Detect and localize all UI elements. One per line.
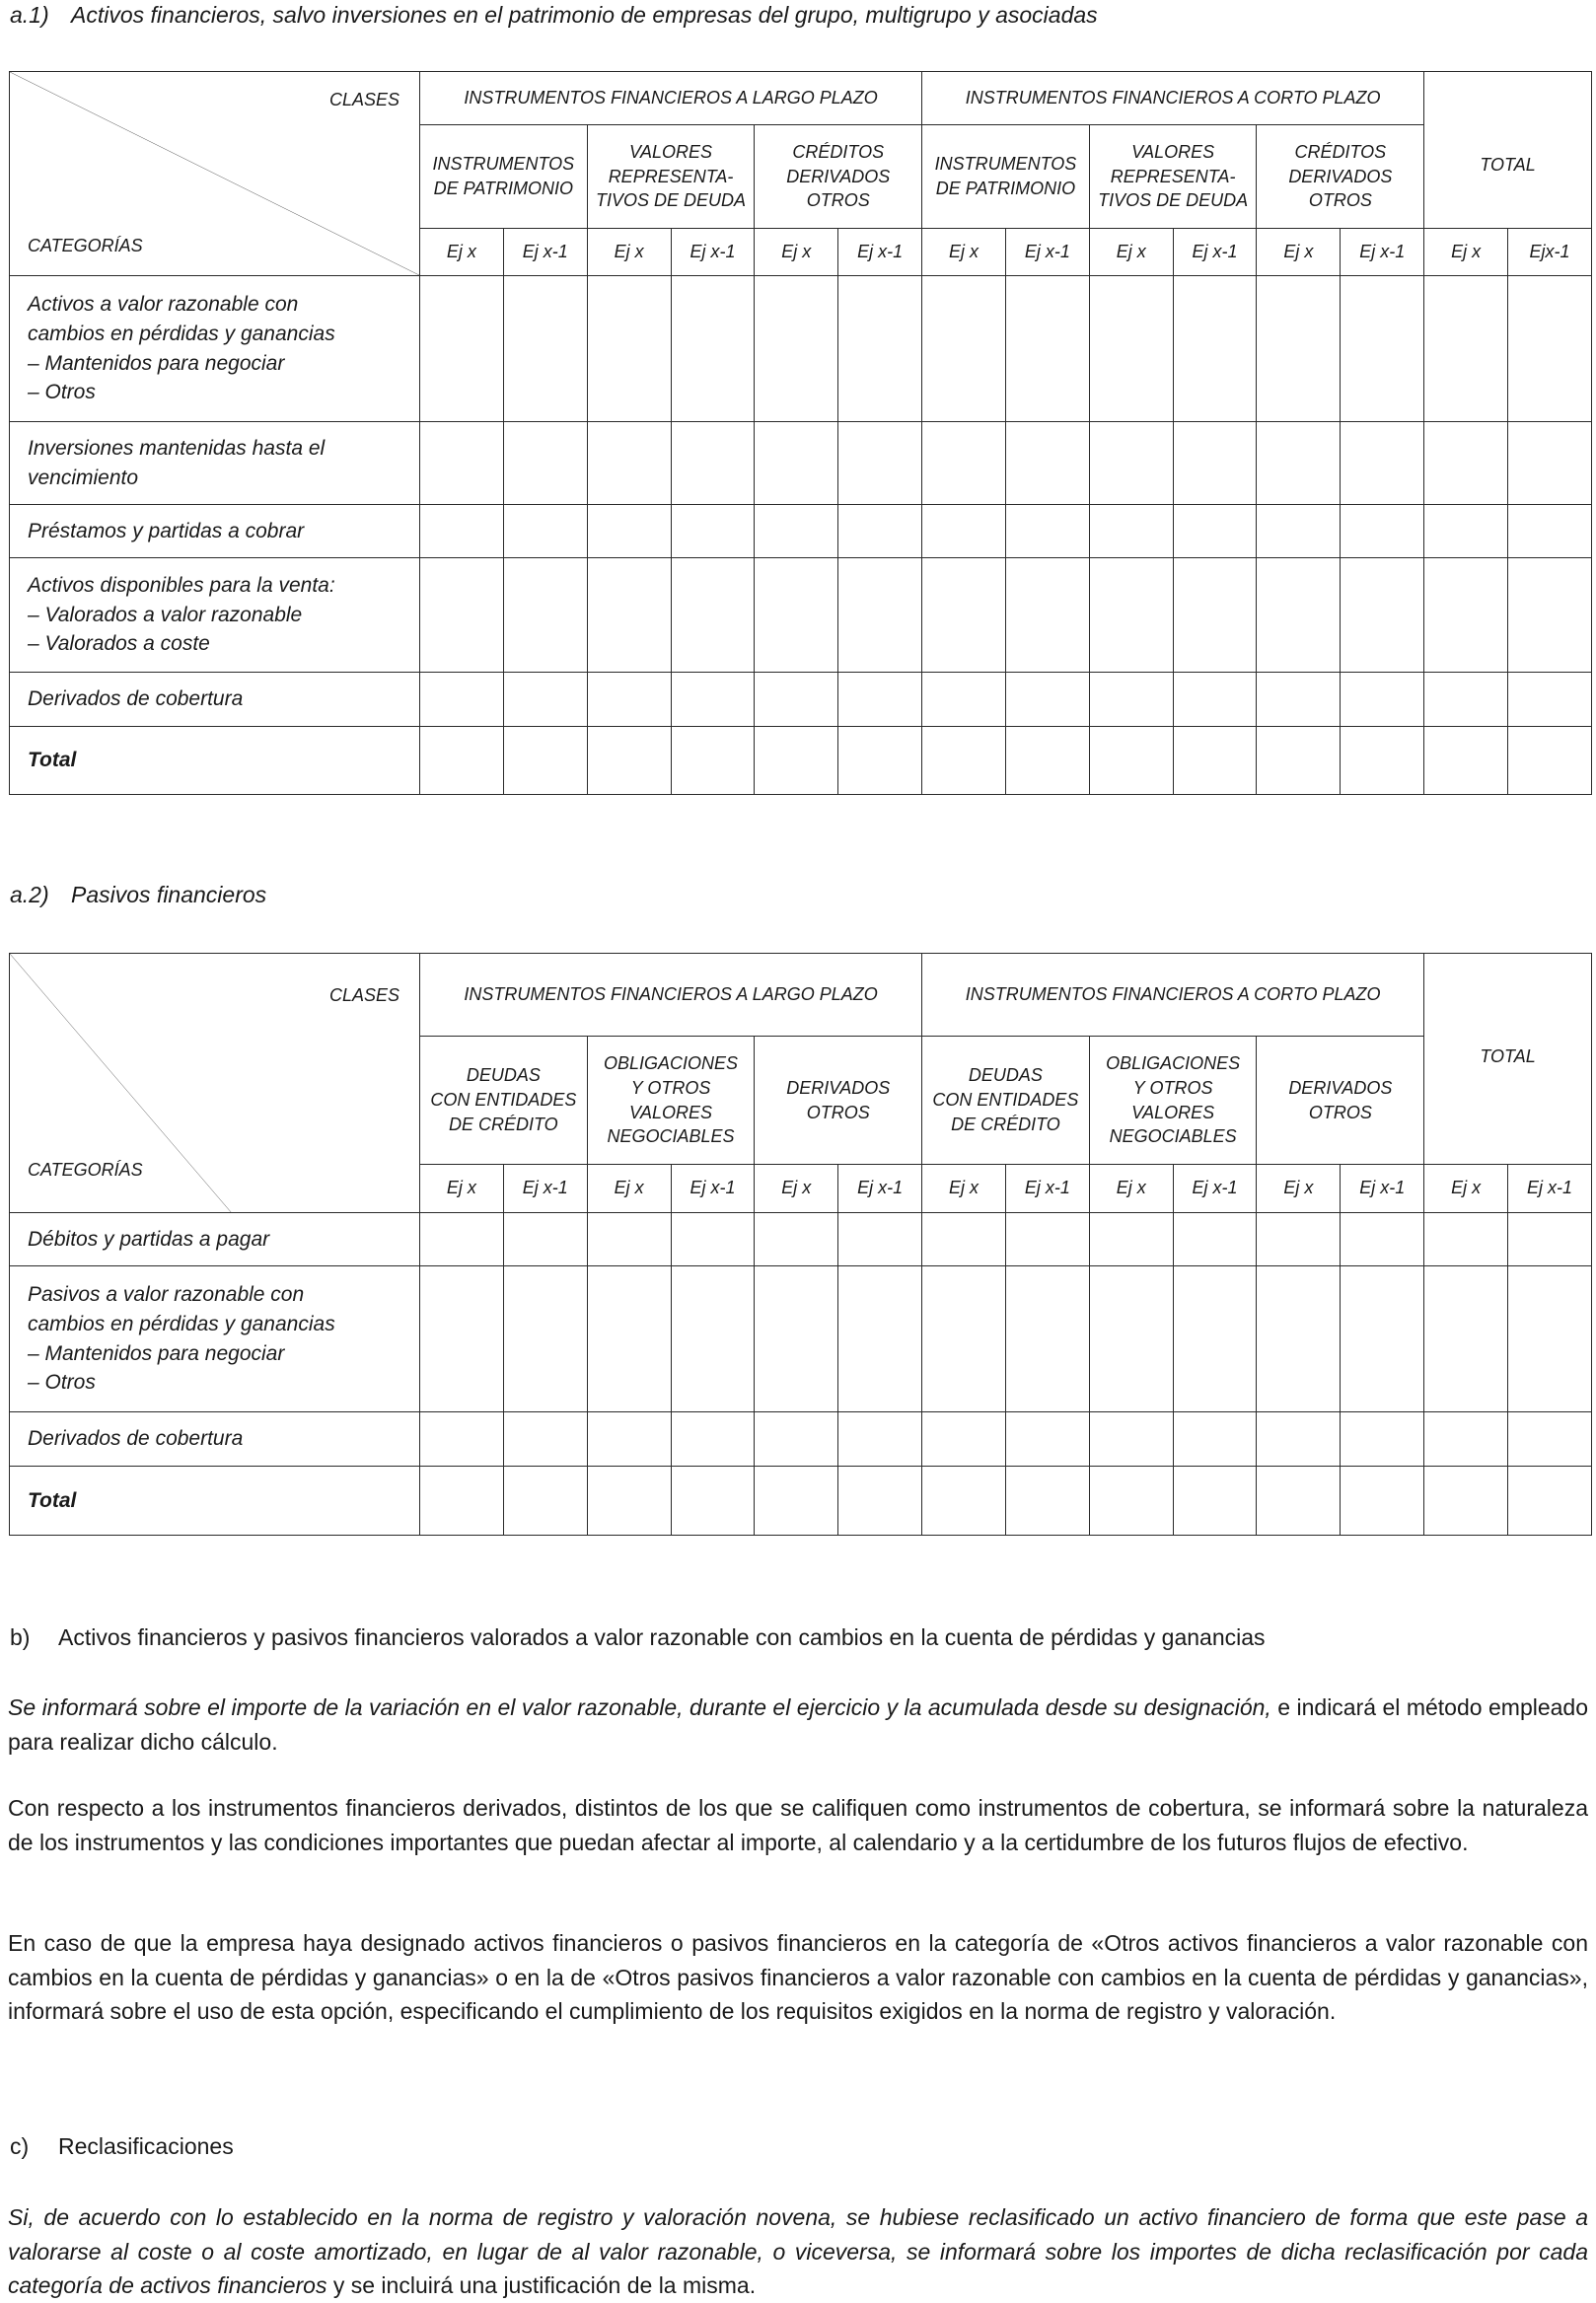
value-cell [1257,505,1341,558]
subheader-line: TIVOS DE DEUDA [596,190,747,211]
subheader-line: REPRESENTA- [1110,166,1236,186]
liabilities-body [10,1213,1592,1536]
category-label [10,727,420,795]
value-cell [1424,1412,1508,1467]
year-label: Ej x-1 [503,229,587,276]
value-cell [838,1213,922,1266]
year-label: Ej x-1 [838,1165,922,1213]
value-cell [671,1467,755,1536]
section-b-p1-rest: e indicará el método empleado para realizar dicho cálculo. [8,1694,1589,1755]
value-cell [922,1412,1006,1467]
section-a2-number: a.2) [10,882,49,907]
value-cell [420,276,504,422]
value-cell [922,1467,1006,1536]
assets-body [10,276,1592,795]
value-cell [1257,276,1341,422]
table-row [10,1213,1592,1266]
year-label: Ej x [1257,229,1341,276]
year-label: Ej x [1089,1165,1173,1213]
category-line: – Mantenidos para negociar [28,351,285,375]
value-cell [755,422,838,505]
table-row [10,505,1592,558]
subheader-line: VALORES [1131,1102,1215,1122]
value-cell [503,276,587,422]
value-cell [1424,558,1508,673]
value-cell [503,505,587,558]
value-cell [1173,1467,1257,1536]
subheader-line: DERIVADOS [1288,166,1393,186]
table-row [10,276,1592,422]
value-cell [1089,505,1173,558]
section-a1-heading [10,2,1098,29]
value-cell [755,1266,838,1412]
category-line: Préstamos y partidas a cobrar [28,519,305,542]
year-label: Ej x-1 [1341,229,1424,276]
value-cell [1508,1213,1592,1266]
class-subheader [922,125,1090,229]
value-cell [838,673,922,727]
class-subheader [755,125,922,229]
value-cell [1173,422,1257,505]
section-a1-title: Activos financieros, salvo inversiones en el patrimonio de empresas del grupo, multigrupo y asociadas [71,2,1098,28]
category-line: Total [28,749,77,772]
value-cell [1508,276,1592,422]
year-label: Ej x-1 [1173,1165,1257,1213]
category-line: – Otros [28,1371,96,1395]
short-term-header: INSTRUMENTOS FINANCIEROS A CORTO PLAZO [922,72,1424,125]
clases-label: CLASES [328,985,399,1005]
value-cell [1341,422,1424,505]
value-cell [1257,422,1341,505]
value-cell [671,558,755,673]
section-b-paragraph-2: Con respecto a los instrumentos financieros derivados, distintos de los que se califiquen como instrumentos de cobertura, se informará sobre la naturaleza de los instrumentos y las condiciones importantes que puedan afectar al importe, al calendario y a la certidumbre de los futuros flujos de efectivo. [8,1795,1588,1855]
category-label [10,276,420,422]
categorias-label: CATEGORÍAS [28,1160,143,1180]
value-cell [1173,505,1257,558]
diagonal-header-cell [10,72,420,276]
value-cell [1089,422,1173,505]
subheader-line: VALORES [1131,141,1215,162]
section-b-heading [10,1624,1266,1651]
value-cell [503,1412,587,1467]
value-cell [1424,422,1508,505]
section-b-title: Activos financieros y pasivos financieros valorados a valor razonable con cambios en la cuenta de pérdidas y ganancias [58,1624,1266,1650]
value-cell [1005,673,1089,727]
category-label [10,1412,420,1467]
value-cell [1089,1412,1173,1467]
value-cell [1424,1266,1508,1412]
value-cell [1257,1467,1341,1536]
subheader-line: VALORES [629,1102,713,1122]
category-line: Total [28,1488,77,1512]
value-cell [587,505,671,558]
year-label: Ej x [420,229,504,276]
value-cell [1005,505,1089,558]
value-cell [1005,422,1089,505]
value-cell [755,673,838,727]
value-cell [1173,673,1257,727]
value-cell [671,673,755,727]
value-cell [1173,276,1257,422]
value-cell [587,422,671,505]
category-line: Inversiones mantenidas hasta el [28,436,326,460]
table-row [10,673,1592,727]
subheader-line: DERIVADOS [786,1077,891,1098]
category-line: Activos disponibles para la venta: [28,573,335,597]
section-a1-number: a.1) [10,2,49,28]
value-cell [1257,673,1341,727]
subheader-line: INSTRUMENTOS [934,154,1077,175]
value-cell [838,558,922,673]
value-cell [755,1213,838,1266]
value-cell [1341,1412,1424,1467]
table-row [10,727,1592,795]
value-cell [1005,727,1089,795]
value-cell [1173,1213,1257,1266]
table-row [10,1412,1592,1467]
value-cell [671,422,755,505]
value-cell [1257,1412,1341,1467]
value-cell [1341,1266,1424,1412]
table-row [10,558,1592,673]
category-line: Derivados de cobertura [28,1427,244,1451]
value-cell [838,1467,922,1536]
category-label [10,558,420,673]
subheader-line: CRÉDITOS [792,141,885,162]
value-cell [755,1412,838,1467]
subheader-line: NEGOCIABLES [607,1126,735,1147]
value-cell [671,1266,755,1412]
subheader-line: OTROS [1308,1102,1372,1122]
value-cell [922,422,1006,505]
assets-table [9,71,1592,795]
value-cell [1341,276,1424,422]
value-cell [503,727,587,795]
category-line: – Otros [28,381,96,404]
value-cell [587,1467,671,1536]
value-cell [503,1467,587,1536]
category-label [10,1213,420,1266]
year-label: Ej x [1424,229,1508,276]
subheader-line: Y OTROS [1132,1077,1213,1098]
long-term-header: INSTRUMENTOS FINANCIEROS A LARGO PLAZO [420,954,922,1037]
value-cell [755,727,838,795]
total-header: TOTAL [1424,954,1592,1165]
value-cell [838,727,922,795]
total-header: TOTAL [1424,72,1592,229]
subheader-line: VALORES [629,141,713,162]
value-cell [1005,558,1089,673]
value-cell [1508,505,1592,558]
section-c-heading [10,2133,234,2160]
value-cell [1005,1266,1089,1412]
section-b-paragraph-3: En caso de que la empresa haya designado activos financieros o pasivos financieros en la categoría de «Otros activos financieros a valor razonable con cambios en la cuenta de pérdidas y ganancias» o en la de «Otros pasivos financieros a valor razonable con cambios en la cuenta de pérdidas y ganancias», informará sobre el uso de esta opción, especificando el cumplimiento de los requisitos exigidos en la norma de registro y valoración. [8,1930,1588,2024]
value-cell [1089,1467,1173,1536]
category-line: cambios en pérdidas y ganancias [28,322,335,345]
year-label: Ej x-1 [1173,229,1257,276]
categorias-label: CATEGORÍAS [28,236,143,255]
class-subheader [1089,1037,1257,1165]
section-c-number: c) [10,2133,30,2159]
value-cell [587,1412,671,1467]
subheader-line: OTROS [806,190,870,211]
value-cell [587,558,671,673]
class-subheader [1089,125,1257,229]
value-cell [838,1266,922,1412]
value-cell [1005,1467,1089,1536]
value-cell [1257,727,1341,795]
value-cell [587,276,671,422]
category-label [10,673,420,727]
year-label: Ej x [420,1165,504,1213]
value-cell [922,1213,1006,1266]
year-label: Ej x-1 [671,229,755,276]
subheader-line: CON ENTIDADES [932,1090,1079,1111]
category-line: cambios en pérdidas y ganancias [28,1312,335,1335]
class-subheader [755,1037,922,1165]
subheader-line: OBLIGACIONES [1106,1052,1241,1073]
category-line: Débitos y partidas a pagar [28,1227,270,1251]
table-row [10,422,1592,505]
value-cell [1341,727,1424,795]
value-cell [1257,1213,1341,1266]
value-cell [671,727,755,795]
value-cell [1341,1213,1424,1266]
year-label: Ej x [1424,1165,1508,1213]
liabilities-table [9,953,1592,1536]
value-cell [503,673,587,727]
value-cell [420,1213,504,1266]
value-cell [420,727,504,795]
value-cell [1508,1266,1592,1412]
value-cell [587,1266,671,1412]
year-label: Ej x [587,1165,671,1213]
value-cell [1005,276,1089,422]
value-cell [1341,505,1424,558]
section-a2-heading [10,882,266,908]
category-line: – Mantenidos para negociar [28,1341,285,1365]
value-cell [1341,558,1424,673]
year-label: Ej x-1 [503,1165,587,1213]
year-label: Ej x [922,229,1006,276]
category-line: Derivados de cobertura [28,687,244,711]
value-cell [671,505,755,558]
value-cell [1508,558,1592,673]
diagonal-header-cell [10,954,420,1213]
year-label: Ej x-1 [671,1165,755,1213]
value-cell [1424,1213,1508,1266]
section-b-paragraph-1 [8,1691,1588,1759]
category-label [10,1467,420,1536]
subheader-line: DE PATRIMONIO [433,179,574,198]
value-cell [503,422,587,505]
value-cell [922,505,1006,558]
value-cell [755,558,838,673]
value-cell [838,422,922,505]
subheader-line: DE CRÉDITO [951,1114,1060,1134]
value-cell [671,276,755,422]
value-cell [420,558,504,673]
subheader-line: DERIVADOS [786,166,891,186]
section-c-p1-rest: y se incluirá una justificación de la misma. [326,2272,757,2298]
value-cell [1089,558,1173,673]
value-cell [1424,1467,1508,1536]
category-label [10,1266,420,1412]
class-subheader [1257,1037,1424,1165]
value-cell [838,505,922,558]
value-cell [503,1213,587,1266]
value-cell [1089,727,1173,795]
year-label: Ej x-1 [1508,1165,1592,1213]
subheader-line: DE PATRIMONIO [935,179,1076,198]
class-subheader [587,1037,755,1165]
category-line: Activos a valor razonable con [28,292,299,316]
value-cell [503,558,587,673]
table-row [10,1266,1592,1412]
value-cell [1005,1412,1089,1467]
subheader-line: OTROS [1308,190,1372,211]
category-line: – Valorados a coste [28,632,210,656]
year-label: Ej x [922,1165,1006,1213]
value-cell [1173,727,1257,795]
value-cell [1341,673,1424,727]
value-cell [922,1266,1006,1412]
subheader-line: Y OTROS [630,1077,711,1098]
value-cell [1508,727,1592,795]
value-cell [1341,1467,1424,1536]
value-cell [922,558,1006,673]
value-cell [1089,1213,1173,1266]
category-label [10,422,420,505]
clases-label: CLASES [328,90,399,109]
value-cell [1508,1412,1592,1467]
year-label: Ej x-1 [1341,1165,1424,1213]
value-cell [587,673,671,727]
value-cell [838,1412,922,1467]
value-cell [922,727,1006,795]
subheader-line: DERIVADOS [1288,1077,1393,1098]
subheader-line: NEGOCIABLES [1109,1126,1237,1147]
value-cell [1508,1467,1592,1536]
table-row [10,1467,1592,1536]
value-cell [1173,558,1257,673]
value-cell [420,422,504,505]
subheader-line: OBLIGACIONES [604,1052,739,1073]
value-cell [587,1213,671,1266]
year-label: Ej x-1 [1005,1165,1089,1213]
value-cell [1424,276,1508,422]
value-cell [671,1412,755,1467]
year-label: Ejx-1 [1508,229,1592,276]
value-cell [755,505,838,558]
value-cell [1173,1266,1257,1412]
subheader-line: TIVOS DE DEUDA [1098,190,1249,211]
section-c-paragraph-1 [8,2200,1588,2303]
value-cell [420,673,504,727]
subheader-line: CRÉDITOS [1294,141,1387,162]
subheader-line: INSTRUMENTOS [432,154,575,175]
value-cell [1508,422,1592,505]
subheader-line: DE CRÉDITO [449,1114,558,1134]
subheader-line: REPRESENTA- [608,166,734,186]
year-label: Ej x [587,229,671,276]
value-cell [1005,1213,1089,1266]
value-cell [420,1412,504,1467]
value-cell [671,1213,755,1266]
value-cell [755,276,838,422]
year-label: Ej x [755,1165,838,1213]
value-cell [1089,276,1173,422]
section-c-p1-italic: Si, de acuerdo con lo establecido en la norma de registro y valoración novena, se hubiese reclasificado un activo financiero de forma que este pase a valorarse al coste o al coste amortizado, en lugar de al valor razonable, o viceversa, se informará sobre los importes de dicha reclasificación por cada categoría de activos financieros [8,2204,1588,2298]
section-a2-title: Pasivos financieros [71,882,267,907]
value-cell [1173,1412,1257,1467]
value-cell [503,1266,587,1412]
subheader-line: CON ENTIDADES [430,1090,577,1111]
value-cell [1089,673,1173,727]
subheader-line: DEUDAS [968,1065,1043,1086]
value-cell [420,1266,504,1412]
value-cell [1508,673,1592,727]
category-line: Pasivos a valor razonable con [28,1282,305,1306]
section-b-number: b) [10,1624,31,1650]
value-cell [587,727,671,795]
section-c-title: Reclasificaciones [58,2133,234,2159]
class-subheader [420,125,588,229]
value-cell [420,505,504,558]
subheader-line: DEUDAS [466,1065,541,1086]
year-label: Ej x-1 [1005,229,1089,276]
value-cell [1257,1266,1341,1412]
section-b-p1-italic: Se informará sobre el importe de la variación en el valor razonable, durante el ejercicio y la acumulada desde su designación, [8,1694,1271,1720]
value-cell [1424,673,1508,727]
year-label: Ej x [755,229,838,276]
category-line: – Valorados a valor razonable [28,603,303,626]
class-subheader [420,1037,588,1165]
value-cell [1257,558,1341,673]
value-cell [755,1467,838,1536]
class-subheader [1257,125,1424,229]
value-cell [838,276,922,422]
year-label: Ej x [1089,229,1173,276]
long-term-header: INSTRUMENTOS FINANCIEROS A LARGO PLAZO [420,72,922,125]
class-subheader [587,125,755,229]
value-cell [922,673,1006,727]
category-line: vencimiento [28,466,139,489]
year-label: Ej x [1257,1165,1341,1213]
year-label: Ej x-1 [838,229,922,276]
category-label [10,505,420,558]
value-cell [1424,727,1508,795]
value-cell [420,1467,504,1536]
value-cell [922,276,1006,422]
class-subheader [922,1037,1090,1165]
short-term-header: INSTRUMENTOS FINANCIEROS A CORTO PLAZO [922,954,1424,1037]
subheader-line: OTROS [806,1102,870,1122]
value-cell [1089,1266,1173,1412]
value-cell [1424,505,1508,558]
